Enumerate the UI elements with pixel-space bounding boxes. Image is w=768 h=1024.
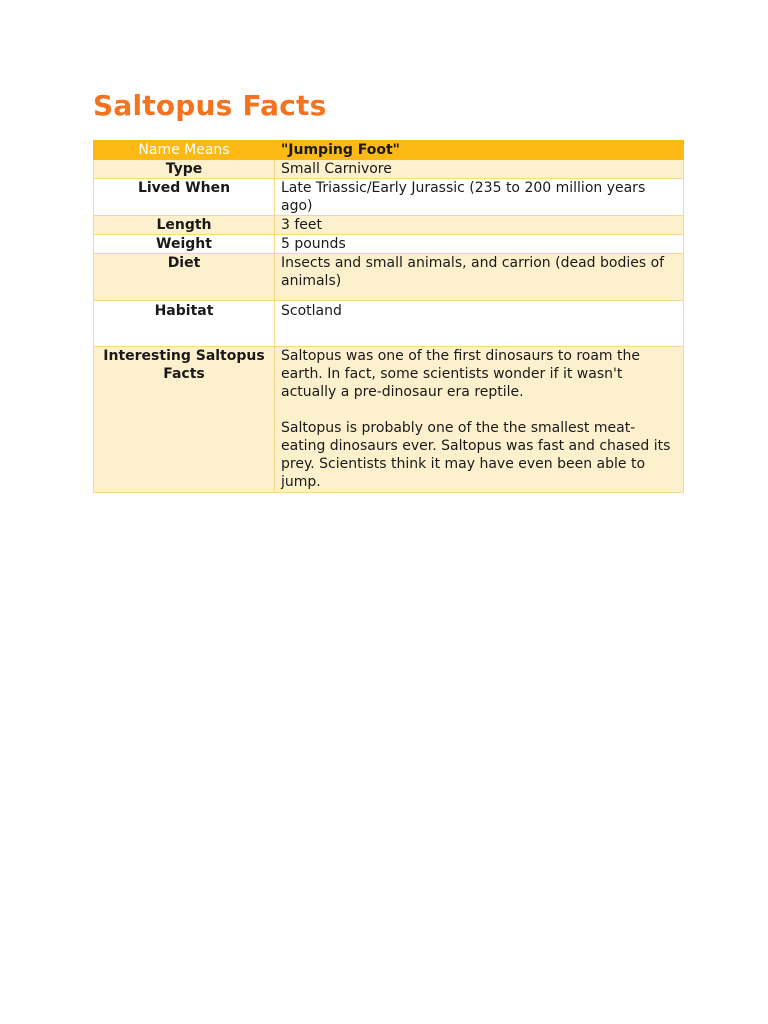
page-title: Saltopus Facts — [93, 89, 327, 122]
table-row — [94, 301, 684, 347]
table-row — [94, 160, 684, 179]
facts-table — [93, 140, 684, 493]
fact-paragraph: Saltopus is probably one of the the smallest meat-eating dinosaurs ever. Saltopus was fast and chased its prey. Scientists think it may have even been able to jump. — [281, 420, 671, 490]
name-means-value: "Jumping Foot" — [275, 141, 684, 160]
lived-when-value: Late Triassic/Early Jurassic (235 to 200 million years ago) — [275, 179, 684, 216]
table-row — [94, 179, 684, 216]
length-label: Length — [94, 216, 275, 235]
diet-label: Diet — [94, 254, 275, 301]
weight-value: 5 pounds — [275, 235, 684, 254]
table-header-row — [94, 141, 684, 160]
habitat-label: Habitat — [94, 301, 275, 347]
fact-paragraph: Saltopus was one of the first dinosaurs to roam the earth. In fact, some scientists wonder if it wasn't actually a pre-dinosaur era reptile. — [281, 348, 640, 400]
habitat-value: Scotland — [275, 301, 684, 347]
table-row — [94, 254, 684, 301]
type-value: Small Carnivore — [275, 160, 684, 179]
lived-when-label: Lived When — [94, 179, 275, 216]
length-value: 3 feet — [275, 216, 684, 235]
table-row — [94, 347, 684, 493]
interesting-facts-label: Interesting Saltopus Facts — [94, 347, 275, 493]
name-means-label: Name Means — [94, 141, 275, 160]
type-label: Type — [94, 160, 275, 179]
weight-label: Weight — [94, 235, 275, 254]
table-row — [94, 216, 684, 235]
diet-value: Insects and small animals, and carrion (dead bodies of animals) — [275, 254, 684, 301]
interesting-facts-value — [275, 347, 684, 493]
table-row — [94, 235, 684, 254]
